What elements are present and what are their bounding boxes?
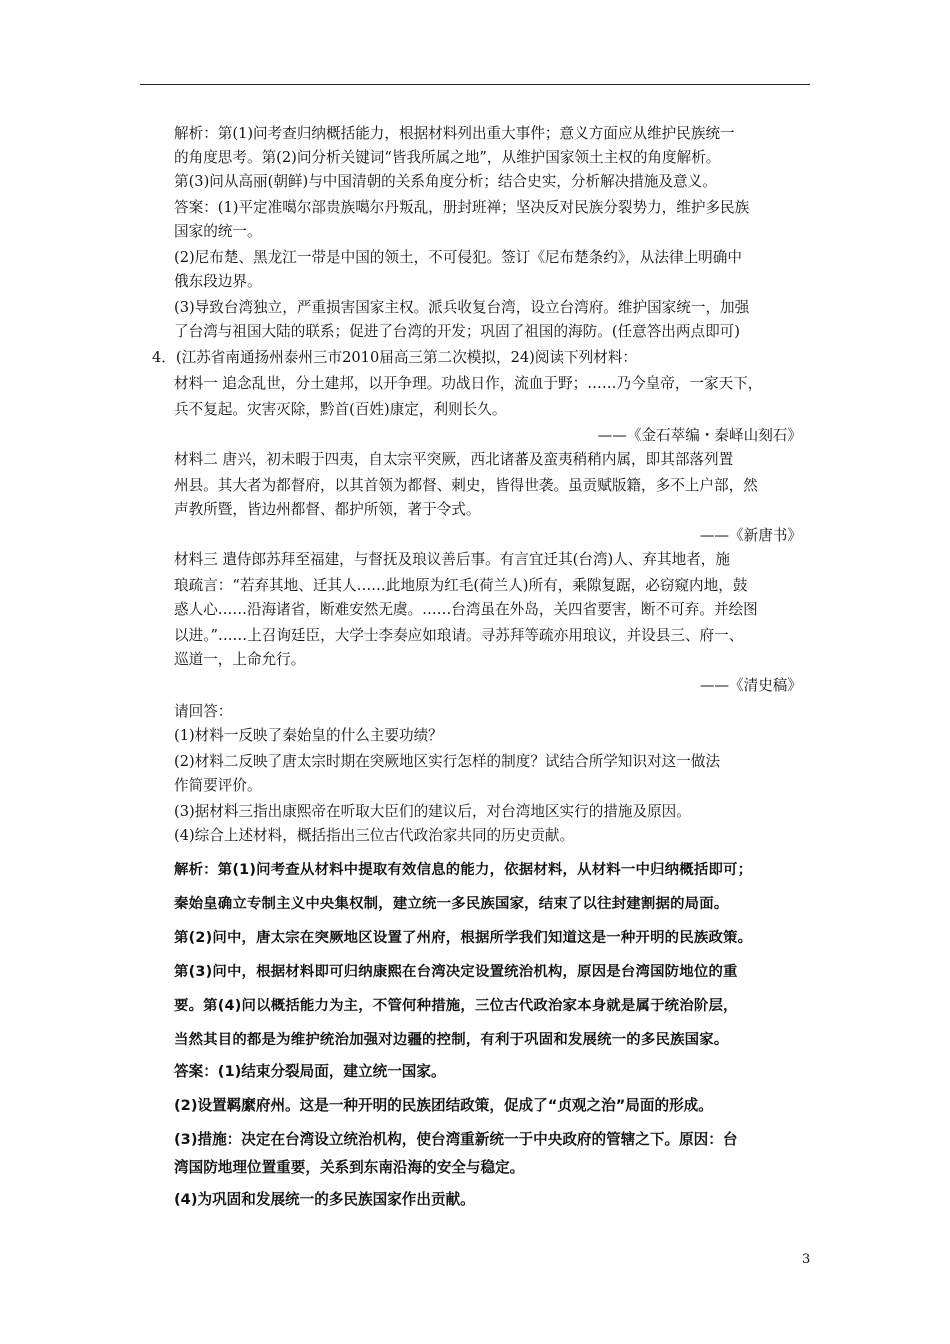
question-item: (3)据材料三指出康熙帝在听取大臣们的建议后，对台湾地区实行的措施及原因。 — [174, 803, 691, 820]
text-line: 的角度思考。第(2)问分析关键词“皆我所属之地”，从维护国家领土主权的角度解析。 — [174, 149, 721, 166]
text-line: 材料三 遣侍郎苏拜至福建，与督抚及琅议善后事。有言宜迁其(台湾)人、弃其地者，施 — [174, 551, 730, 568]
analysis-line: 要。第(4)问以概括能力为主，不管何种措施，三位古代政治家本身就是属于统治阶层， — [174, 998, 738, 1014]
text-line: 以进。”……上召询廷臣，大学士李奏应如琅请。寻苏拜等疏亦用琅议，并设县三、府一、 — [174, 627, 744, 644]
question-heading: 4．(江苏省南通扬州泰州三市2010届高三第二次模拟，24)阅读下列材料： — [152, 349, 638, 366]
question-item: (1)材料一反映了秦始皇的什么主要功绩？ — [174, 727, 443, 744]
prompt-label: 请回答： — [174, 703, 233, 720]
source-citation: ——《新唐书》 — [699, 527, 802, 544]
text-line: 解析：第(1)问考查归纳概括能力，根据材料列出重大事件；意义方面应从维护民族统一 — [174, 125, 735, 142]
text-line: (2)尼布楚、黑龙江一带是中国的领土，不可侵犯。签订《尼布楚条约》，从法律上明确中 — [174, 249, 742, 266]
analysis-line: 第(2)问中，唐太宗在突厥地区设置了州府，根据所学我们知道这是一种开明的民族政策。 — [174, 930, 753, 946]
question-item: (2)材料二反映了唐太宗时期在突厥地区实行怎样的制度？试结合所学知识对这一做法 — [174, 753, 721, 770]
answer-line: 答案：(1)结束分裂局面，建立统一国家。 — [174, 1063, 446, 1080]
page-number: 3 — [802, 1252, 811, 1267]
analysis-line: 秦始皇确立专制主义中央集权制，建立统一多民族国家，结束了以往封建割据的局面。 — [174, 896, 729, 912]
text-line: (3)导致台湾独立，严重损害国家主权。派兵收复台湾，设立台湾府。维护国家统一，加强 — [174, 299, 750, 316]
analysis-line: 当然其目的都是为维护统治加强对边疆的控制，有利于巩固和发展统一的多民族国家。 — [174, 1032, 729, 1048]
answer-line: (3)措施：决定在台湾设立统治机构，使台湾重新统一于中央政府的管辖之下。原因：台 — [174, 1131, 738, 1148]
text-line: 了台湾与祖国大陆的联系；促进了台湾的开发；巩固了祖国的海防。(任意答出两点即可) — [174, 323, 740, 340]
text-line: 巡道一，上命允行。 — [174, 651, 306, 668]
answer-line: (4)为巩固和发展统一的多民族国家作出贡献。 — [174, 1191, 475, 1208]
text-line: 俄东段边界。 — [174, 273, 262, 290]
question-item: 作简要评价。 — [174, 777, 262, 794]
source-citation: ——《金石萃编・秦峄山刻石》 — [597, 427, 802, 444]
text-line: 声教所暨，皆边州都督、都护所领，著于令式。 — [174, 501, 481, 518]
question-item: (4)综合上述材料，概括指出三位古代政治家共同的历史贡献。 — [174, 827, 575, 844]
analysis-line: 第(3)问中，根据材料即可归纳康熙在台湾决定设置统治机构，原因是台湾国防地位的重 — [174, 964, 738, 980]
text-line: 琅疏言：“若弃其地、迁其人……此地原为红毛(荷兰人)所有，乘隙复踞，必窃窥内地，鼓 — [174, 577, 748, 594]
text-line: 兵不复起。灾害灭除，黔首(百姓)康定，利则长久。 — [174, 401, 507, 418]
text-line: 惑人心……沿海诸省，断难安然无虞。……台湾虽在外岛，关四省要害，断不可弃。并绘图 — [174, 601, 758, 618]
text-line: 第(3)问从高丽(朝鲜)与中国清朝的关系角度分析；结合史实，分析解决措施及意义。 — [174, 173, 717, 190]
text-line: 答案：(1)平定准噶尔部贵族噶尔丹叛乱，册封班禅；坚决反对民族分裂势力，维护多民族 — [174, 199, 750, 216]
text-line: 国家的统一。 — [174, 223, 262, 240]
answer-line: (2)设置羁縻府州。这是一种开明的民族团结政策，促成了“贞观之治”局面的形成。 — [174, 1097, 713, 1114]
text-line: 州县。其大者为都督府，以其首领为都督、刺史，皆得世袭。虽贡赋版籍，多不上户部，然 — [174, 477, 758, 494]
source-citation: ——《清史稿》 — [699, 677, 802, 694]
header-rule — [140, 84, 810, 85]
analysis-line: 解析：第(1)问考查从材料中提取有效信息的能力，依据材料，从材料一中归纳概括即可； — [174, 862, 753, 878]
answer-line: 湾国防地理位置重要，关系到东南沿海的安全与稳定。 — [174, 1159, 525, 1176]
text-line: 材料二 唐兴，初未暇于四夷，自太宗平突厥，西北诸蕃及蛮夷稍稍内属，即其部落列置 — [174, 451, 734, 468]
text-line: 材料一 追念乱世，分土建邦，以开争理。功战日作，流血于野；……乃今皇帝，一家天下， — [174, 375, 763, 392]
